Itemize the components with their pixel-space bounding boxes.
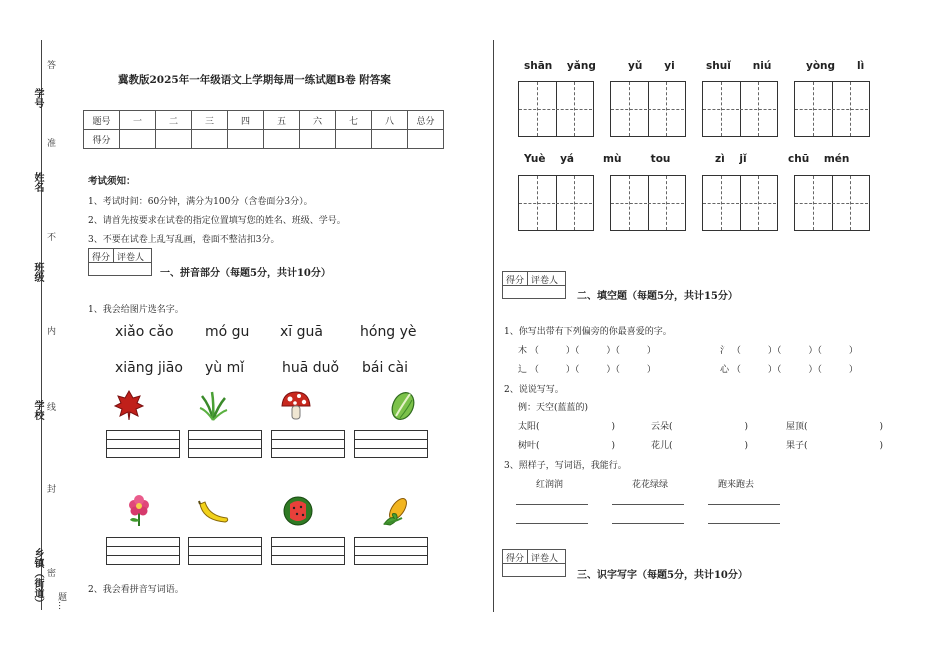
pinyin-label: shān yǎng [524,60,596,72]
class-label: 班级 [32,262,43,282]
score-cell[interactable] [264,130,300,149]
score-header-cell: 三 [192,111,228,130]
score-header-cell: 二 [156,111,192,130]
answer-lines[interactable] [106,537,180,565]
grader-box [502,271,566,299]
page-divider [493,40,494,612]
pinyin-option: xī guā [280,324,323,340]
radical-item: 心 （ ）（ ）（ ） [720,365,858,375]
banana-icon [197,494,231,528]
pinyin-label: Yuè yá [524,153,574,165]
seal-char: 封 [45,484,55,493]
section1-question1: 1、我会给图片选名字。 [88,305,184,315]
mushroom-icon [279,388,313,422]
radical-item: 木 （ ）（ ）（ ） [518,346,656,356]
corn-icon [380,494,414,528]
tian-grid[interactable] [794,81,870,137]
school-label: 学校 [32,400,43,420]
pinyin-label: yòng lì [806,60,865,72]
grader-score-label: 得分 [503,550,528,563]
tian-grid[interactable] [702,81,778,137]
score-table [83,110,444,149]
answer-line[interactable] [516,523,588,524]
section1-title: 一、拼音部分（每题5分，共计10分） [160,268,331,279]
score-header-cell: 一 [120,111,156,130]
tian-grid[interactable] [610,175,686,231]
tian-grid[interactable] [518,81,594,137]
grader-name-label: 评卷人 [117,253,145,263]
pinyin-option: huā duǒ [282,360,340,376]
score-cell[interactable] [120,130,156,149]
answer-line[interactable] [708,504,780,505]
fill-item[interactable]: 云朵( ) [651,422,749,432]
radical-item: 氵 （ ）（ ）（ ） [720,346,858,356]
township-label: 乡镇（街道） [32,548,43,608]
seal-char: 密 [45,568,55,577]
grass-icon [196,388,230,422]
section2-question2: 2、说说写写。 [504,385,564,395]
seal-bottom: 题… [56,592,66,610]
answer-lines[interactable] [271,537,345,565]
fill-item[interactable]: 太阳( ) [518,422,616,432]
score-header-cell: 题号 [84,111,120,130]
score-cell[interactable] [372,130,408,149]
pattern-word: 红润润 [536,480,564,490]
grader-name-label: 评卷人 [531,276,559,286]
answer-lines[interactable] [271,430,345,458]
binding-line [41,40,42,610]
score-cell[interactable] [336,130,372,149]
pinyin-option: mó gu [205,324,250,340]
pattern-word: 跑来跑去 [718,480,755,490]
notice-item: 2、请首先按要求在试卷的指定位置填写您的姓名、班级、学号。 [88,216,346,226]
name-label: 姓名 [32,172,43,192]
pinyin-option: bái cài [362,360,408,376]
score-table-header-row [84,111,444,130]
answer-lines[interactable] [106,430,180,458]
pinyin-label: yǔ yi [628,60,675,72]
score-header-cell: 七 [336,111,372,130]
red-leaf-icon [112,388,146,422]
seal-char: 线 [45,402,55,411]
answer-lines[interactable] [188,430,262,458]
seal-char: 答 [45,60,55,69]
section1-question2: 2、我会看拼音写词语。 [88,585,184,595]
score-header-cell: 四 [228,111,264,130]
answer-lines[interactable] [354,430,428,458]
score-cell[interactable] [300,130,336,149]
seal-char: 准 [45,138,55,147]
pinyin-label: mù tou [603,153,671,165]
pinyin-option: yù mǐ [205,360,245,376]
answer-lines[interactable] [188,537,262,565]
seal-char: 内 [45,326,55,335]
flower-icon [122,494,156,528]
watermelon-icon [281,494,315,528]
grader-score-label: 得分 [503,272,528,285]
score-cell[interactable] [192,130,228,149]
cabbage-icon [386,388,420,422]
grader-box [88,248,152,276]
score-header-cell: 总分 [408,111,444,130]
fill-item[interactable]: 屋顶( ) [786,422,884,432]
tian-grid[interactable] [610,81,686,137]
tian-grid[interactable] [794,175,870,231]
answer-line[interactable] [612,504,684,505]
pattern-word: 花花绿绿 [632,480,669,490]
score-header-cell: 五 [264,111,300,130]
answer-line[interactable] [612,523,684,524]
score-row-label: 得分 [84,130,120,149]
pinyin-option: hóng yè [360,324,417,340]
score-table-score-row [84,130,444,149]
score-cell[interactable] [156,130,192,149]
exam-title: 冀教版2025年一年级语文上学期每周一练试题B卷 附答案 [118,74,391,86]
student-id-label: 学号 [32,88,43,108]
fill-item[interactable]: 树叶( ) [518,441,616,451]
section2-title: 二、填空题（每题5分，共计15分） [577,291,738,302]
grader-box [502,549,566,577]
pinyin-option: xiǎo cǎo [115,324,174,340]
section2-question3: 3、照样子，写词语，我能行。 [504,461,627,471]
tian-grid[interactable] [702,175,778,231]
pinyin-label: chū mén [788,153,850,165]
notice-item: 3、不要在试卷上乱写乱画，卷面不整洁扣3分。 [88,235,280,245]
fill-item[interactable]: 果子( ) [786,441,884,451]
score-header-cell: 六 [300,111,336,130]
notice-title: 考试须知： [88,176,136,187]
example-text: 例：天空(蓝蓝的) [518,403,589,413]
answer-line[interactable] [708,523,780,524]
score-header-cell: 八 [372,111,408,130]
tian-grid[interactable] [518,175,594,231]
section2-question1: 1、你写出带有下列偏旁的你最喜爱的字。 [504,327,672,337]
seal-char: 不 [45,232,55,241]
answer-line[interactable] [516,504,588,505]
grader-name-label: 评卷人 [531,554,559,564]
answer-lines[interactable] [354,537,428,565]
score-cell[interactable] [228,130,264,149]
notice-item: 1、考试时间：60分钟，满分为100分（含卷面分3分）。 [88,197,313,207]
score-cell[interactable] [408,130,444,149]
fill-item[interactable]: 花儿( ) [651,441,749,451]
pinyin-label: zì jǐ [715,153,747,165]
grader-score-label: 得分 [89,249,114,262]
pinyin-label: shuǐ niú [706,60,772,72]
pinyin-option: xiāng jiāo [115,360,183,376]
section3-title: 三、识字写字（每题5分，共计10分） [577,570,748,581]
radical-item: 辶 （ ）（ ）（ ） [518,365,656,375]
